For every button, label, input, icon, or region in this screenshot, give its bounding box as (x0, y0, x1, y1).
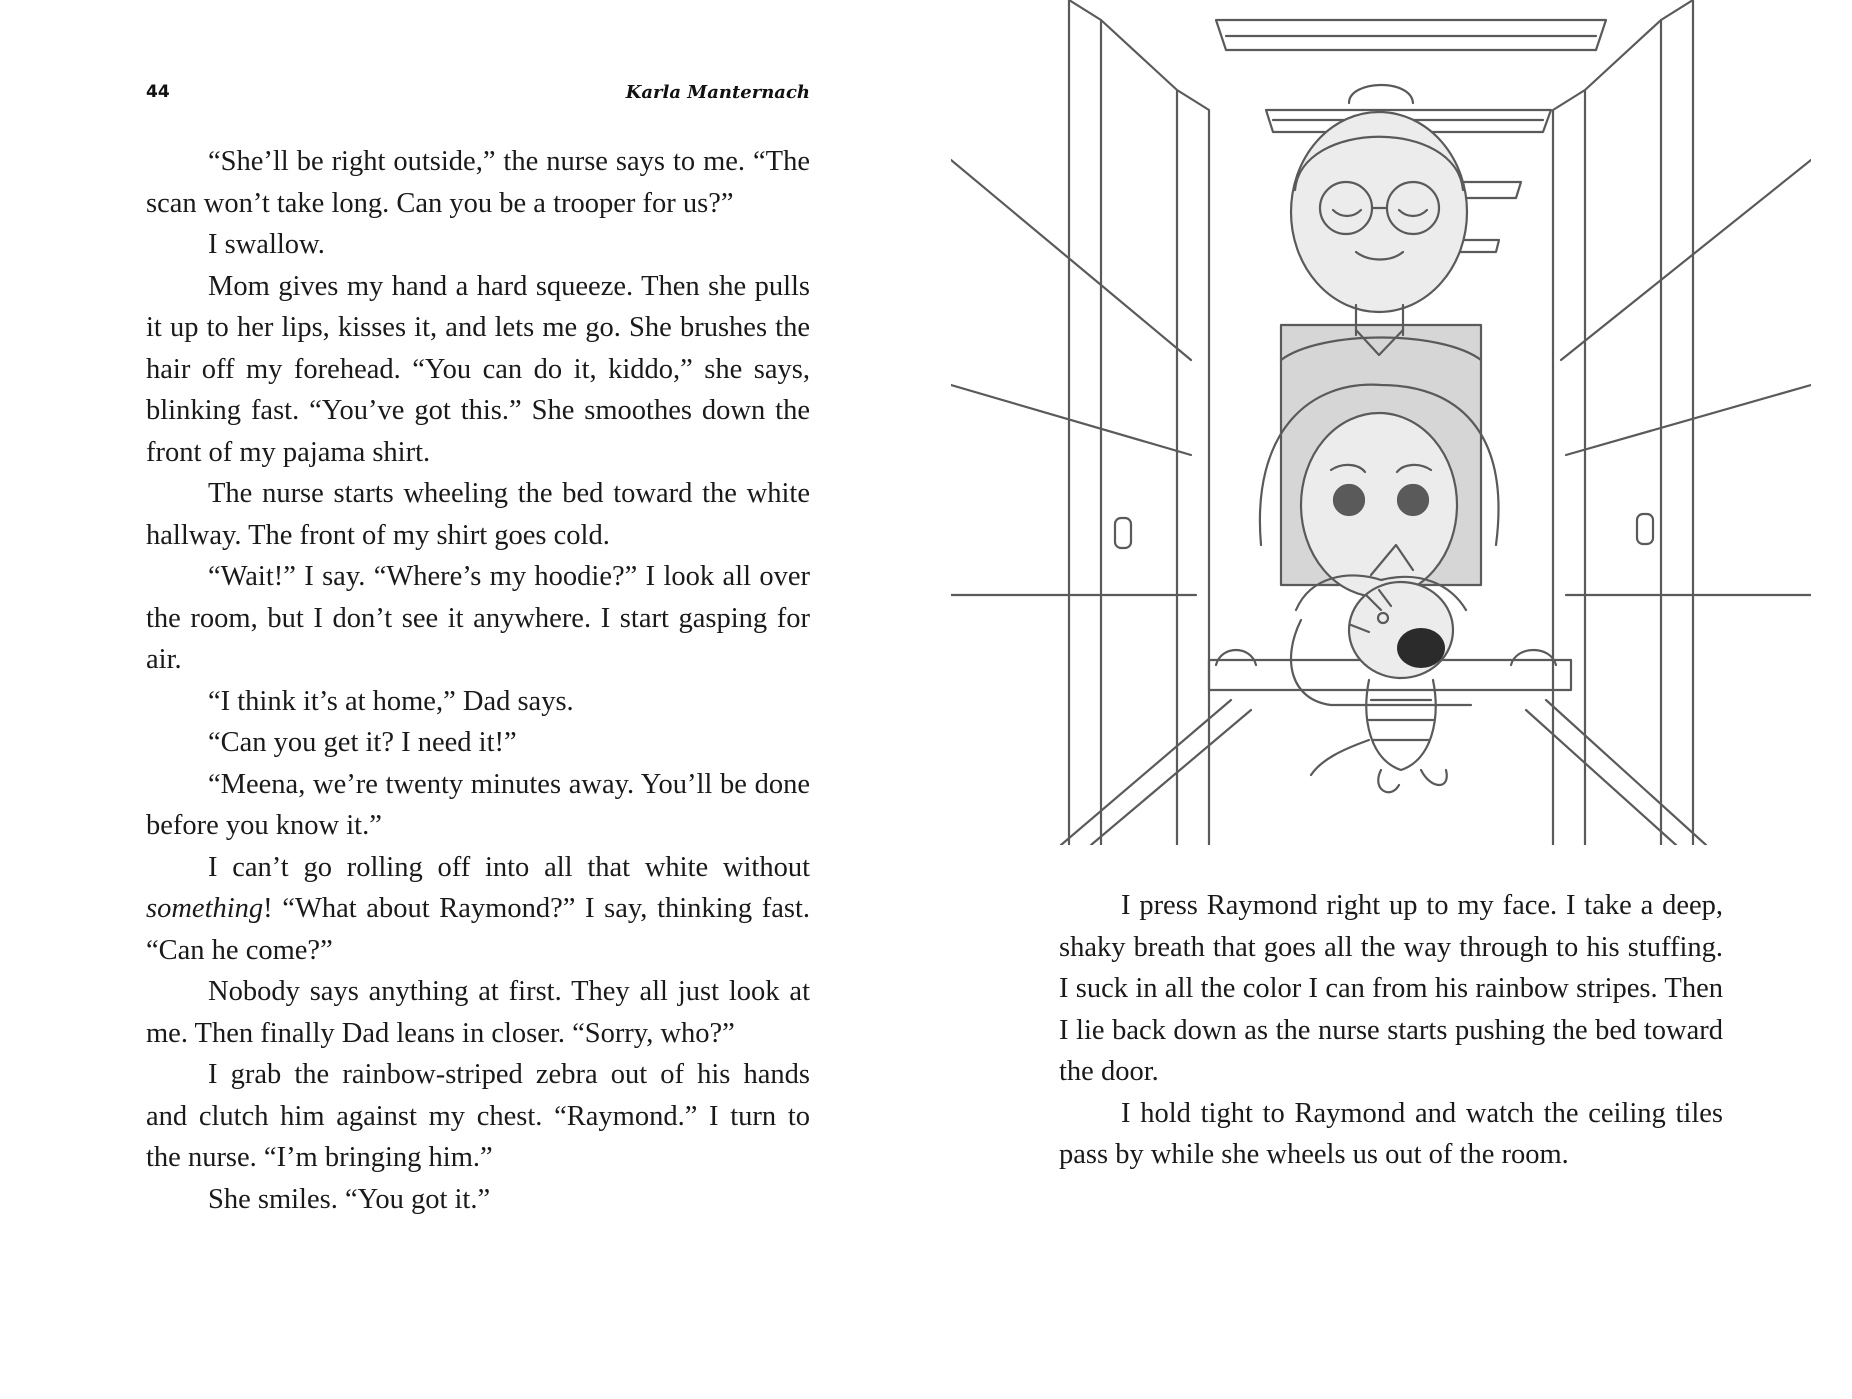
right-door-frame (1553, 0, 1693, 845)
right-page-text (1059, 885, 1723, 1176)
paragraph: “Can you get it? I need it!” (208, 727, 517, 758)
paragraph: “Meena, we’re twenty minutes away. You’ll be done before you know it.” (146, 768, 810, 841)
paragraph: The nurse starts wheeling the bed toward the white hallway. The front of my shirt goes cold. (146, 478, 810, 551)
girl-eye-left (1334, 485, 1364, 515)
zebra-legs (1378, 770, 1447, 792)
emphasis-text: something (146, 893, 264, 924)
author-name: Karla Manternach (625, 82, 810, 103)
paragraph: I press Raymond right up to my face. I take a deep, shaky breath that goes all the way through to his stuffing. I suck in all the color I can from his rainbow stripes. Then I lie back down as the nurse starts pushing the bed toward the door. (1059, 890, 1723, 1087)
nurse-hand-left (1216, 650, 1256, 665)
left-page-text (146, 141, 810, 1220)
zebra-body (1366, 680, 1435, 770)
paragraph: I swallow. (208, 229, 325, 260)
wall-line (951, 385, 1191, 455)
zebra-nose (1397, 628, 1445, 668)
paragraph: “She’ll be right outside,” the nurse says to me. “The scan won’t take long. Can you be a trooper for us?” (146, 146, 810, 219)
paragraph (146, 847, 810, 972)
wall-line (1566, 385, 1811, 455)
door-handle (1115, 518, 1131, 548)
door-handle (1637, 514, 1653, 544)
paragraph: She smiles. “You got it.” (208, 1183, 491, 1215)
nurse-hand-right (1511, 650, 1556, 665)
wall-line (951, 160, 1191, 360)
left-door-frame (1069, 0, 1209, 845)
girl-face (1301, 413, 1457, 597)
illustration-svg (951, 0, 1811, 845)
paragraph: “Wait!” I say. “Where’s my hoodie?” I look all over the room, but I don’t see it anywhere. I start gasping for air. (146, 561, 810, 675)
wall-line (1561, 160, 1811, 360)
hallway-illustration (951, 0, 1811, 845)
right-page (926, 0, 1852, 1399)
bed-rail-left (1061, 700, 1251, 845)
paragraph: “I think it’s at home,” Dad says. (208, 685, 574, 717)
paragraph: I grab the rainbow-striped zebra out of his hands and clutch him against my chest. “Raymond.” I turn to the nurse. “I’m bringing him.” (146, 1059, 810, 1173)
nurse-head (1291, 112, 1467, 312)
running-head (146, 82, 810, 112)
paragraph-text: ! “What about Raymond?” I say, thinking fast. “Can he come?” (146, 893, 810, 966)
ceiling-light (1216, 20, 1606, 50)
paragraph: Nobody says anything at first. They all just look at me. Then finally Dad leans in closer. “Sorry, who?” (146, 976, 810, 1049)
paragraph: I hold tight to Raymond and watch the ceiling tiles pass by while she wheels us out of the room. (1059, 1097, 1723, 1170)
paragraph: Mom gives my hand a hard squeeze. Then she pulls it up to her lips, kisses it, and lets me go. She brushes the hair off my forehead. “You can do it, kiddo,” she says, blinking fast. “You’ve got this.” She smoothes down the front of my pajama shirt. (146, 270, 810, 468)
page-number: 44 (146, 82, 170, 102)
nurse-hair-bun (1349, 85, 1413, 103)
paragraph-text: I can’t go rolling off into all that white without (208, 851, 810, 883)
zebra-tail (1311, 740, 1369, 775)
girl-eye-right (1398, 485, 1428, 515)
